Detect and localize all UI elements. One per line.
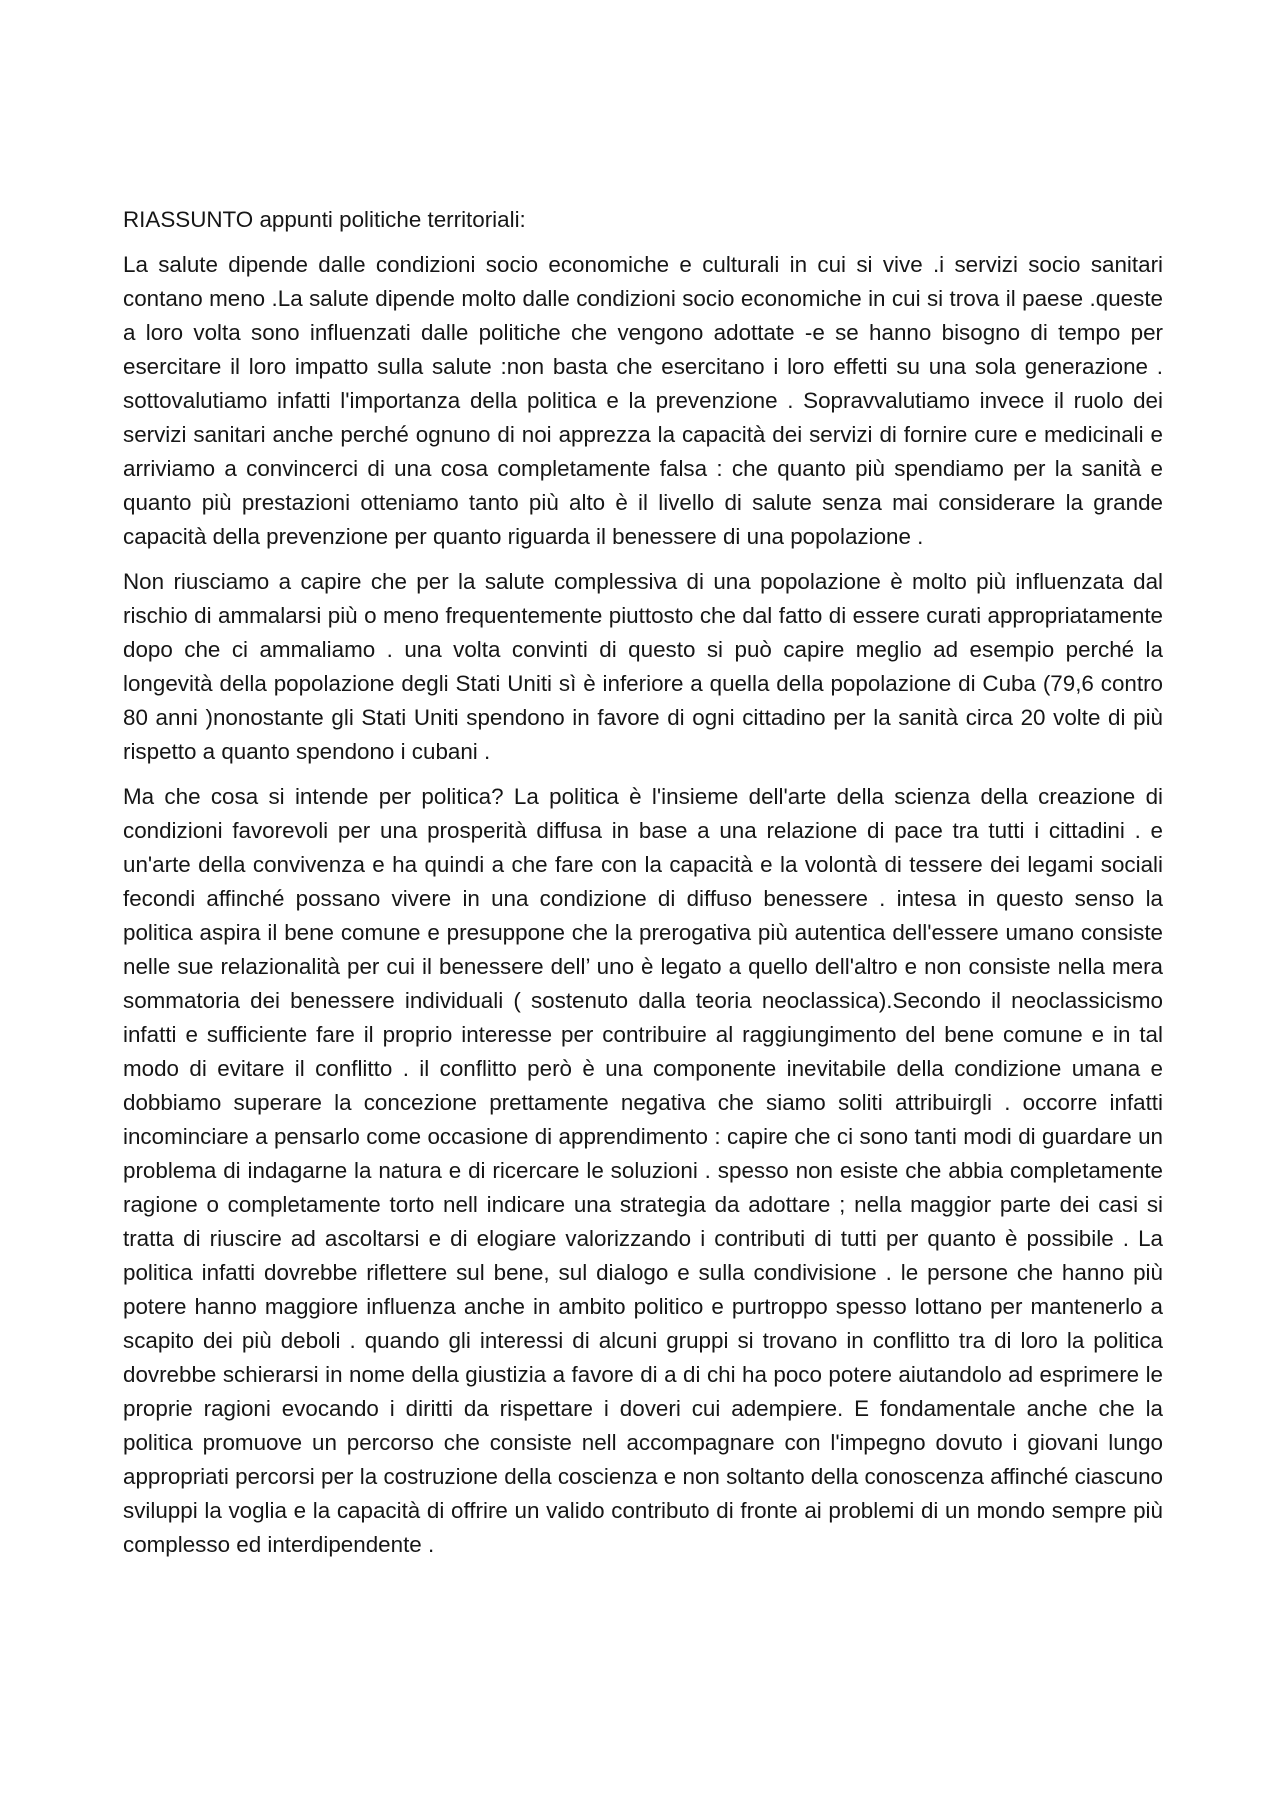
document-title: RIASSUNTO appunti politiche territoriali:: [123, 207, 526, 232]
paragraph-usa-cuba-comparison: Non riusciamo a capire che per la salute complessiva di una popolazione è molto più influenzata dal rischio di ammalarsi più o meno frequentemente piuttosto che dal fatto di essere curati appropriatamente dopo che ci ammaliamo . una volta convinti di questo si può capire meglio ad esempio perché la longevità della popolazione degli Stati Uniti sì è inferiore a quella della popolazione di Cuba (79,6 contro 80 anni )nonostante gli Stati Uniti spendono in favore di ogni cittadino per la sanità circa 20 volte di più rispetto a quanto spendono i cubani .: [123, 569, 1163, 764]
paragraph-health-determinants: La salute dipende dalle condizioni socio economiche e culturali in cui si vive .i servizi socio sanitari contano meno .La salute dipende molto dalle condizioni socio economiche in cui si trova il paese .queste a loro volta sono influenzati dalle politiche che vengono adottate -e se hanno bisogno di tempo per esercitare il loro impatto sulla salute :non basta che esercitano i loro effetti su una sola generazione . sottovalutiamo infatti l'importanza della politica e la prevenzione . Sopravvalutiamo invece il ruolo dei servizi sanitari anche perché ognuno di noi apprezza la capacità dei servizi di fornire cure e medicinali e arriviamo a convincerci di una cosa completamente falsa : che quanto più spendiamo per la sanità e quanto più prestazioni otteniamo tanto più alto è il livello di salute senza mai considerare la grande capacità della prevenzione per quanto riguarda il benessere di una popolazione .: [123, 252, 1163, 549]
document-body: [123, 203, 1163, 1573]
paragraph-definition-of-politics: Ma che cosa si intende per politica? La politica è l'insieme dell'arte della scienza della creazione di condizioni favorevoli per una prosperità diffusa in base a una relazione di pace tra tutti i cittadini . e un'arte della convivenza e ha quindi a che fare con la capacità e la volontà di tessere dei legami sociali fecondi affinché possano vivere in una condizione di diffuso benessere . intesa in questo senso la politica aspira il bene comune e presuppone che la prerogativa più autentica dell'essere umano consiste nelle sue relazionalità per cui il benessere dell’ uno è legato a quello dell'altro e non consiste nella mera sommatoria dei benessere individuali ( sostenuto dalla teoria neoclassica).Secondo il neoclassicismo infatti e sufficiente fare il proprio interesse per contribuire al raggiungimento del bene comune e in tal modo di evitare il conflitto . il conflitto però è una componente inevitabile della condizione umana e dobbiamo superare la concezione prettamente negativa che siamo soliti attribuirgli . occorre infatti incominciare a pensarlo come occasione di apprendimento : capire che ci sono tanti modi di guardare un problema di indagarne la natura e di ricercare le soluzioni . spesso non esiste che abbia completamente ragione o completamente torto nell indicare una strategia da adottare ; nella maggior parte dei casi si tratta di riuscire ad ascoltarsi e di elogiare valorizzando i contributi di tutti per quanto è possibile . La politica infatti dovrebbe riflettere sul bene, sul dialogo e sulla condivisione . le persone che hanno più potere hanno maggiore influenza anche in ambito politico e purtroppo spesso lottano per mantenerlo a scapito dei più deboli . quando gli interessi di alcuni gruppi si trovano in conflitto tra di loro la politica dovrebbe schierarsi in nome della giustizia a favore di a di chi ha poco potere aiutandolo ad esprimere le proprie ragioni evocando i diritti da rispettare i doveri cui adempiere. E fondamentale anche che la politica promuove un percorso che consiste nell accompagnare con l'impegno dovuto i giovani lungo appropriati percorsi per la costruzione della coscienza e non soltanto della conoscenza affinché ciascuno sviluppi la voglia e la capacità di offrire un valido contributo di fronte ai problemi di un mondo sempre più complesso ed interdipendente .: [123, 784, 1163, 1557]
